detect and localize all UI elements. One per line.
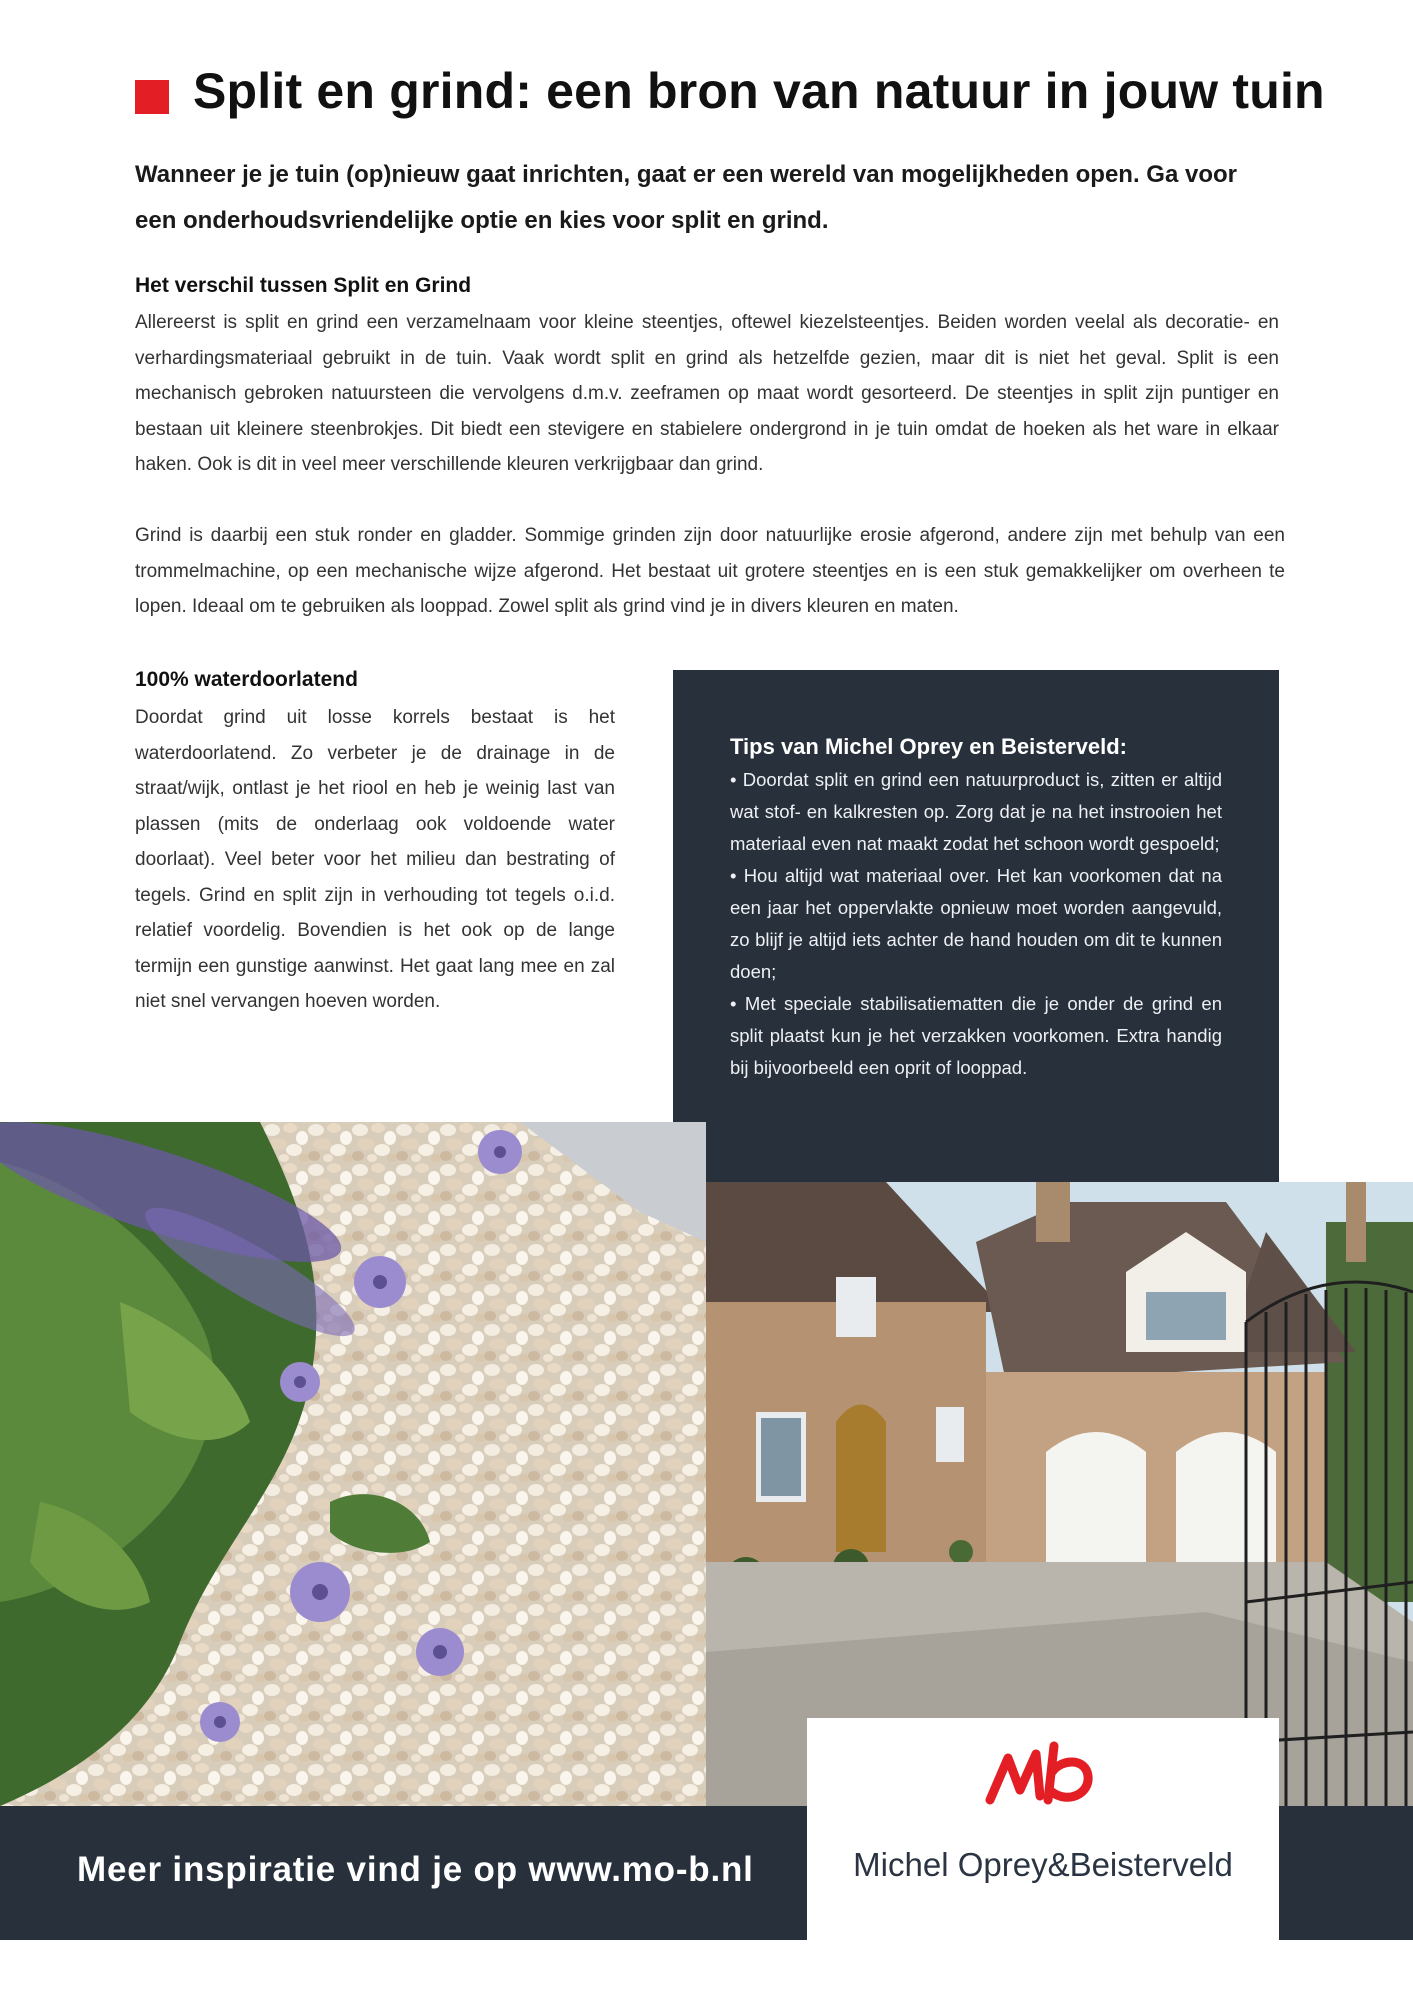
intro-paragraph: Wanneer je je tuin (op)nieuw gaat inrichten, gaat er een wereld van mogelijkheden open. Ga voor een onderhoudsvriendelijke optie en kies voor split en grind. <box>135 161 1237 234</box>
gravel-flowers-photo <box>0 1122 706 1806</box>
mob-logo-icon <box>982 1740 1102 1810</box>
title-row <box>135 62 1325 132</box>
section-heading-verschil: Het verschil tussen Split en Grind <box>135 274 472 297</box>
tip-item: • Hou altijd wat materiaal over. Het kan voorkomen dat na een jaar het oppervlakte opnieuw moet worden aangevuld, zo blijf je altijd iets achter de hand houden om dit te kunnen doen; <box>730 865 1222 982</box>
house-driveway-photo <box>706 1182 1413 1806</box>
tips-title: Tips van Michel Oprey en Beisterveld: <box>730 734 1127 759</box>
section1-paragraph-2: Grind is daarbij een stuk ronder en gladder. Sommige grinden zijn door natuurlijke erosie afgerond, andere zijn met behulp van een trommelmachine, op een mechanische wijze afgerond. Het bestaat uit grotere steentjes en is een stuk gemakkelijker om overheen te lopen. Ideaal om te gebruiken als looppad. Zowel split als grind vind je in divers kleuren en maten. <box>135 525 1285 617</box>
tip-item: • Doordat split en grind een natuurproduct is, zitten er altijd wat stof- en kalkresten op. Zorg dat je na het instrooien het materiaal even nat maakt zodat het schoon wordt gespoeld; <box>730 769 1222 854</box>
tips-box <box>673 670 1279 1182</box>
footer-cta-link[interactable]: Meer inspiratie vind je op www.mo-b.nl <box>77 1850 754 1889</box>
tips-list <box>730 764 1222 1084</box>
red-square-icon <box>135 80 169 114</box>
tip-item: • Met speciale stabilisatiematten die je onder de grind en split plaatst kun je het verzakken voorkomen. Extra handig bij bijvoorbeeld een oprit of looppad. <box>730 993 1222 1078</box>
section2-paragraph: Doordat grind uit losse korrels bestaat is het waterdoorlatend. Zo verbeter je de drainage in de straat/wijk, ontlast je het riool en heb je weinig last van plassen (mits de onderlaag ook voldoende water doorlaat). Veel beter voor het milieu dan bestrating of tegels. Grind en split zijn in verhouding tot tegels o.i.d. relatief voordelig. Bovendien is het ook op de lange termijn een gunstige aanwinst. Het gaat lang mee en zal niet snel vervangen hoeven worden. <box>135 707 615 1012</box>
section-heading-waterdoorlatend: 100% waterdoorlatend <box>135 668 358 691</box>
page-title: Split en grind: een bron van natuur in jouw tuin <box>193 63 1325 119</box>
section1-paragraph-1: Allereerst is split en grind een verzamelnaam voor kleine steentjes, oftewel kiezelsteentjes. Beiden worden veelal als decoratie- en verhardingsmateriaal gebruikt in de tuin. Vaak wordt split en grind als hetzelfde gezien, maar dit is niet het geval. Split is een mechanisch gebroken natuursteen die vervolgens d.m.v. zeeframen op maat wordt gesorteerd. De steentjes in split zijn puntiger en bestaan uit kleinere steenbrokjes. Dit biedt een stevigere en stabielere ondergrond in je tuin omdat de hoeken als het ware in elkaar haken. Ook is dit in veel meer verschillende kleuren verkrijgbaar dan grind. <box>135 312 1279 475</box>
brand-name: Michel Oprey&Beisterveld <box>853 1846 1233 1883</box>
brand-logo-card <box>807 1718 1279 1940</box>
